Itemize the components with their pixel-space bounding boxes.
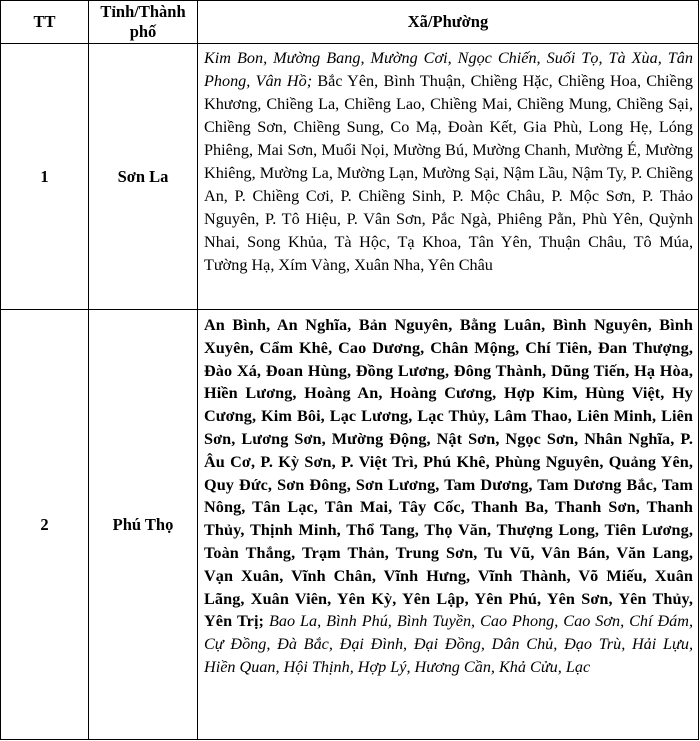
row-province: Phú Thọ [89,310,198,740]
row-index: 2 [1,310,89,740]
header-row [1,1,699,44]
row-province: Sơn La [89,44,198,310]
table-row [1,44,699,310]
wards-italic: Kim Bon, Mường Bang, Mường Cơi, Ngọc Chiến, Suối Tọ, Tà Xùa, Tân Phong, Vân Hồ; [204,49,693,90]
header-province: Tỉnh/Thành phố [89,1,198,44]
wards-italic: Bao La, Bình Phú, Bình Tuyền, Cao Phong, Cao Sơn, Chí Đám, Cự Đồng, Đà Bắc, Đại Đình, Đại Đồng, Dân Chủ, Đạo Trù, Hải Lựu, Hiền Quan, Hội Thịnh, Hợp Lý, Hương Cần, Khả Cửu, Lạc [204,612,693,676]
header-wards: Xã/Phường [198,1,699,44]
wards-regular: Bắc Yên, Bình Thuận, Chiềng Hặc, Chiềng Hoa, Chiềng Khương, Chiềng La, Chiềng Lao, Chiềng Mai, Chiềng Mung, Chiềng Sại, Chiềng Sơn, Chiềng Sung, Co Mạ, Đoàn Kết, Gia Phù, Long Hẹ, Lóng Phiêng, Mai Sơn, Muổi Nọi, Mường Bú, Mường Chanh, Mường É, Mường Khiêng, Mường La, Mường Lạn, Mường Sại, Nậm Lầu, Nậm Ty, P. Chiềng An, P. Chiềng Cơi, P. Chiềng Sinh, P. Mộc Châu, P. Mộc Sơn, P. Thảo Nguyên, P. Tô Hiệu, P. Vân Sơn, Pắc Ngà, Phiêng Pằn, Phù Yên, Quỳnh Nhai, Song Khủa, Tà Hộc, Tạ Khoa, Tân Yên, Thuận Châu, Tô Múa, Tường Hạ, Xím Vàng, Xuân Nha, Yên Châu [204,72,694,274]
row-wards [198,44,699,310]
table-row [1,310,699,740]
header-tt: TT [1,1,89,44]
row-wards [198,310,699,740]
wards-bold: An Bình, An Nghĩa, Bản Nguyên, Bằng Luân, Bình Nguyên, Bình Xuyên, Cẩm Khê, Cao Dương, Chân Mộng, Chí Tiên, Đan Thượng, Đào Xá, Đoan Hùng, Đồng Lương, Đông Thành, Dũng Tiến, Hạ Hòa, Hiền Lương, Hoàng An, Hoàng Cương, Hợp Kim, Hùng Việt, Hy Cương, Kim Bôi, Lạc Lương, Lạc Thủy, Lâm Thao, Liên Minh, Liên Sơn, Lương Sơn, Mường Động, Nật Sơn, Ngọc Sơn, Nhân Nghĩa, P. Âu Cơ, P. Kỳ Sơn, P. Việt Trì, Phú Khê, Phùng Nguyên, Quảng Yên, Quy Đức, Sơn Đông, Sơn Lương, Tam Dương, Tam Dương Bắc, Tam Nông, Tân Lạc, Tân Mai, Tây Cốc, Thanh Ba, Thanh Sơn, Thanh Thủy, Thịnh Minh, Thổ Tang, Thọ Văn, Thượng Long, Tiên Lương, Toàn Thắng, Trạm Thản, Trung Sơn, Tu Vũ, Vân Bán, Văn Lang, Vạn Xuân, Vĩnh Chân, Vĩnh Hưng, Vĩnh Thành, Võ Miếu, Xuân Lãng, Xuân Viên, Yên Kỳ, Yên Lập, Yên Phú, Yên Sơn, Yên Thủy, Yên Trị; [204,316,693,631]
row-index: 1 [1,44,89,310]
